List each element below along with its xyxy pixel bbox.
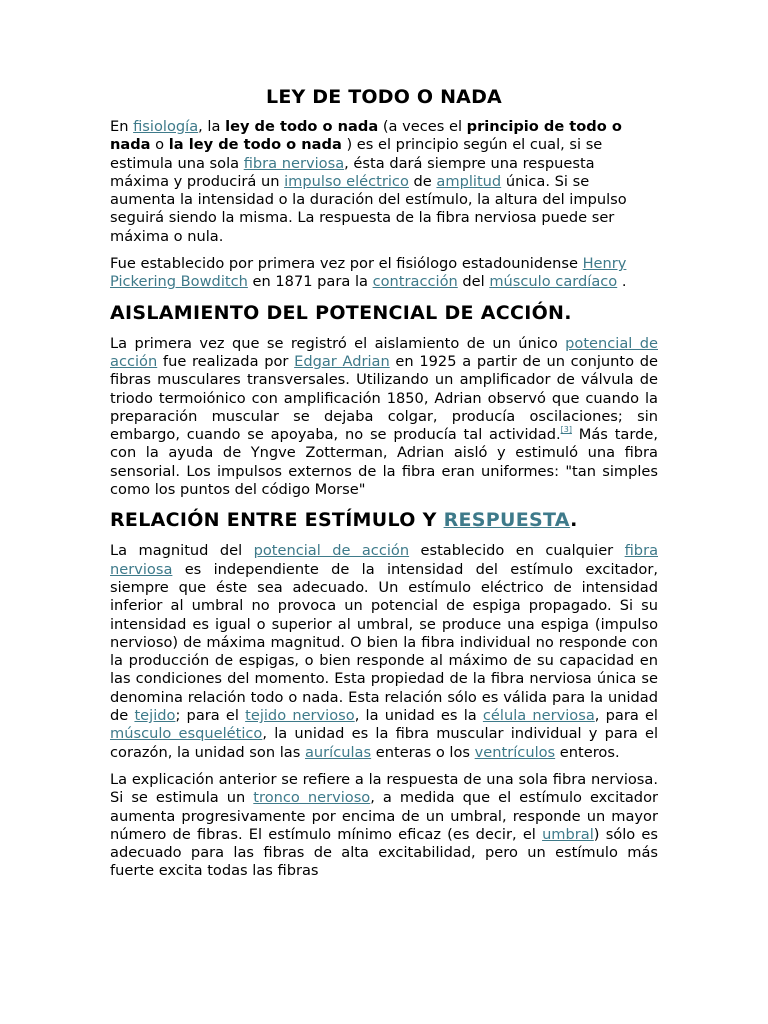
heading-text: .: [570, 509, 578, 532]
text: (a veces el: [378, 118, 467, 135]
text: , ésta dará siempre una respuesta máxima y producirá un: [110, 154, 595, 190]
section-heading-relacion: [110, 508, 658, 532]
text: de: [408, 172, 437, 190]
text: Más tarde, con la ayuda de Yngve Zotterman, Adrian aisló y estimuló una fibra sensorial. Los impulsos externos de la fibra eran uniformes: "tan simples como los puntos del código Morse": [110, 426, 658, 499]
link-fibra-nerviosa[interactable]: fibra nerviosa: [110, 542, 659, 578]
tronco-paragraph: [110, 771, 658, 881]
link-edgar-adrian[interactable]: Edgar Adrian: [294, 352, 390, 370]
text: La explicación anterior se refiere a la respuesta de una sola fibra nerviosa. Si se estimula un: [110, 770, 658, 807]
section-heading-aislamiento: AISLAMIENTO DEL POTENCIAL DE ACCIÓN.: [110, 301, 572, 324]
text: ; para el: [175, 707, 246, 725]
text: La primera vez que se registró el aislamiento de un único: [110, 334, 566, 352]
text: fue realizada por: [157, 352, 295, 370]
history-paragraph: [110, 255, 658, 292]
link-contraccion[interactable]: contracción: [372, 273, 458, 291]
aislamiento-paragraph: [110, 335, 658, 500]
link-musculo-esqueletico[interactable]: músculo esquelético: [110, 725, 263, 743]
link-auriculas[interactable]: aurículas: [304, 743, 372, 761]
citation-ref: [561, 425, 572, 434]
link-celula-nerviosa[interactable]: célula nerviosa: [482, 707, 595, 725]
text: única. Si se aumenta la intensidad o la duración del estímulo, la altura del impulso seguirá siendo la misma. La respuesta de la fibra nerviosa puede ser máxima o nula.: [110, 172, 627, 245]
text: en 1925 a partir de un conjunto de fibras musculares transversales. Utilizando un amplificador de válvula de triodo termoiónico con amplificación 1850, Adrian observó que cuando la preparación muscular se dejaba colgar, producía oscilaciones; sin embargo, cuando se apoyaba, no se producía tal actividad.: [110, 352, 658, 444]
text: ) sólo es adecuado para las fibras de alta excitabilidad, pero un estímulo más fuerte excita todas las fibras: [110, 825, 658, 880]
heading-text: RELACIÓN ENTRE ESTÍMULO Y: [110, 509, 444, 532]
text: o: [150, 136, 169, 154]
bold-term: principio de todo o nada: [110, 118, 622, 154]
text: , a medida que el estímulo excitador aumenta progresivamente por encima de un umbral, responde un mayor número de fibras. El estímulo mínimo eficaz (es decir, el: [110, 789, 658, 843]
text: , la unidad es la: [354, 707, 483, 725]
link-potencial-de-accion[interactable]: potencial de acción: [253, 542, 410, 560]
link-ventriculos[interactable]: ventrículos: [474, 743, 556, 761]
page-title: LEY DE TODO O NADA: [266, 86, 502, 108]
text: Fue establecido por primera vez por el fisiólogo estadounidense: [110, 255, 583, 273]
link-tejido[interactable]: tejido: [134, 707, 176, 725]
link-tejido-nervioso[interactable]: tejido nervioso: [245, 707, 355, 725]
link-impulso-electrico[interactable]: impulso eléctrico: [284, 172, 409, 190]
link-citation-3[interactable]: [3]: [560, 425, 572, 435]
text: del: [457, 273, 490, 291]
text: enteras o los: [371, 743, 475, 761]
link-tronco-nervioso[interactable]: tronco nervioso: [253, 789, 371, 807]
link-potencial-de-accion[interactable]: potencial de acción: [110, 334, 658, 370]
relacion-paragraph: [110, 542, 658, 762]
text: ) es el principio según el cual, si se estimula una sola: [110, 136, 603, 172]
text: .: [617, 273, 627, 291]
bold-term: la ley de todo o nada: [168, 136, 342, 154]
text: enteros.: [555, 743, 620, 761]
link-musculo-cardiaco[interactable]: músculo cardíaco: [489, 273, 618, 291]
link-amplitud[interactable]: amplitud: [436, 172, 502, 190]
text: establecido en cualquier: [409, 542, 625, 560]
text: en 1871 para la: [247, 273, 373, 291]
text: , la unidad es la fibra muscular individual y para el corazón, la unidad son las: [110, 725, 658, 761]
text: La magnitud del: [110, 542, 254, 560]
link-respuesta[interactable]: RESPUESTA: [443, 509, 571, 532]
text: , la: [198, 118, 226, 135]
link-umbral[interactable]: umbral: [542, 825, 594, 843]
link-fibra-nerviosa[interactable]: fibra nerviosa: [243, 154, 345, 172]
text: es independiente de la intensidad del estímulo excitador, siempre que éste sea adecuado. Un estímulo eléctrico de intensidad inferior al umbral no provoca un potencial de espiga propagado. Si su intensidad es igual o superior al umbral, se produce una espiga (impulso nervioso) de máxima magnitud. O bien la fibra individual no responde con la producción de espigas, o bien responde al máximo de su capacidad en las condiciones del momento. Esta propiedad de la fibra nerviosa única se denomina relación todo o nada. Esta relación sólo es válida para la unidad de: [110, 560, 658, 725]
link-fisiologia[interactable]: fisiología: [133, 118, 199, 135]
text: En: [110, 118, 134, 135]
text: , para el: [594, 707, 658, 725]
bold-term: ley de todo o nada: [225, 118, 379, 135]
link-henry-bowditch[interactable]: Henry Pickering Bowditch: [110, 255, 627, 291]
intro-paragraph: [110, 118, 658, 246]
